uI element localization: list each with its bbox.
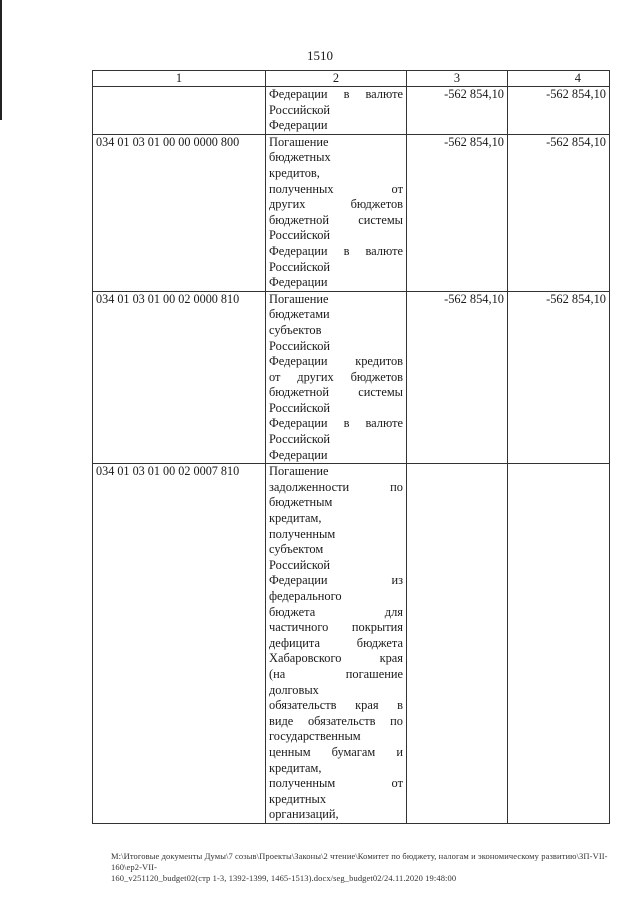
description-cell [266,87,407,135]
description-line: задолженности по [269,479,403,494]
description-line: Федерации из [269,573,403,588]
description-line: бюджета для [269,604,403,619]
description-line: субъектом [269,542,324,557]
description-line: бюджетной системы [269,385,403,400]
budget-code-cell [93,87,266,135]
description-line: Федерации [269,118,328,133]
description-line: Российской [269,228,331,243]
column-header-3: 3 [407,71,508,87]
amount-col3-cell: -562 854,10 [407,291,508,464]
description-line: обязательств края в [269,698,403,713]
page-number: 1510 [307,48,333,63]
description-line: государственным [269,729,361,744]
description-line: Российской [269,338,331,353]
description-line: Федерации в валюте [269,416,403,431]
description-line: долговых [269,682,319,697]
description-line: виде обязательств по [269,713,403,728]
description-line: бюджетным [269,495,333,510]
description-line: кредитных [269,791,327,806]
table-header-row [93,71,610,87]
description-line: Хабаровского края [269,651,403,666]
file-path-footer [111,851,616,884]
budget-table [92,70,610,824]
description-line: Российской [269,102,331,117]
description-line: бюджетной системы [269,212,403,227]
description-line: (на погашение [269,666,403,681]
amount-col4-cell [508,464,610,824]
description-line: ценным бумагам и [269,744,403,759]
amount-col3-cell: -562 854,10 [407,134,508,291]
column-header-4: 4 [508,71,610,87]
amount-col4-cell: -562 854,10 [508,134,610,291]
description-line: субъектов [269,322,322,337]
description-line: дефицита бюджета [269,635,403,650]
description-line: кредитов, [269,165,320,180]
description-line: Федерации в валюте [269,243,403,258]
description-line: Федерации [269,447,328,462]
description-line: федерального [269,589,342,603]
description-cell [266,134,407,291]
description-line: полученным от [269,776,403,791]
description-line: бюджетами [269,307,330,322]
table-row [93,291,610,464]
description-cell [266,291,407,464]
description-line: Федерации [269,275,328,290]
description-line: бюджетных [269,150,331,165]
footer-line-2: 160_v251120_budget02(стр 1-3, 1392-1399, 1465-1513).docx/seg_budget02/24.11.2020 19:48:00 [111,873,457,883]
amount-col3-cell [407,464,508,824]
description-line: частичного покрытия [269,620,403,635]
description-line: других бюджетов [269,197,403,212]
budget-code-cell: 034 01 03 01 00 02 0007 810 [93,464,266,824]
description-line: организаций, [269,807,339,822]
description-line: Российской [269,400,331,415]
description-line: кредитам, [269,511,322,526]
description-line: Погашение [269,134,329,149]
table-row [93,87,610,135]
description-line: Погашение [269,464,329,479]
description-line: Погашение [269,291,329,306]
description-line: Федерации в валюте [269,87,403,101]
table-row [93,464,610,824]
description-line: Федерации кредитов [269,354,403,369]
amount-col4-cell: -562 854,10 [508,87,610,135]
description-cell [266,464,407,824]
table-row [93,134,610,291]
description-line: Российской [269,432,331,447]
description-line: полученным [269,526,336,541]
description-line: кредитам, [269,760,322,775]
footer-line-1: M:\Итоговые документы Думы\7 созыв\Проекты\Законы\2 чтение\Комитет по бюджету, налогам и экономическому развитию\ЗП-VII-160\ep2-VII- [111,851,608,872]
column-header-2: 2 [266,71,407,87]
budget-code-cell: 034 01 03 01 00 00 0000 800 [93,134,266,291]
description-line: Российской [269,259,331,274]
column-header-1: 1 [93,71,266,87]
description-line: полученных от [269,181,403,196]
amount-col4-cell: -562 854,10 [508,291,610,464]
amount-col3-cell: -562 854,10 [407,87,508,135]
budget-code-cell: 034 01 03 01 00 02 0000 810 [93,291,266,464]
description-line: от других бюджетов [269,369,403,384]
description-line: Российской [269,557,331,572]
